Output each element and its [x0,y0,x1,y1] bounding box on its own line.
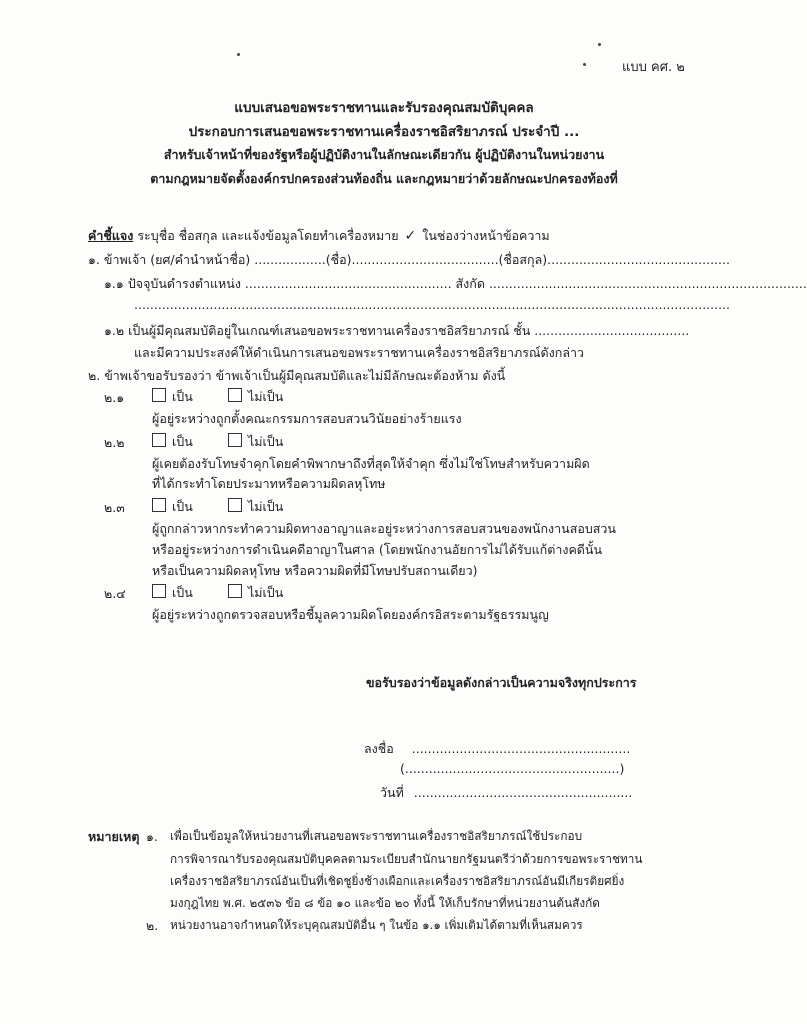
remarks-label: หมายเหตุ [88,829,140,844]
affiliation-label: สังกัด [455,276,485,291]
no-option[interactable] [228,387,283,407]
remark-1-line: มงกุฎไทย พ.ศ. ๒๕๓๖ ข้อ ๘ ข้อ ๑๐ และข้อ ๒๐ ทั้งนี้ ให้เก็บรักษาที่หน่วยงานต้นสังกัด [170,896,600,910]
instruction-text-after: ในช่องว่างหน้าข้อความ [422,228,550,243]
last-name-label: (ชื่อสกุล) [498,252,548,267]
item-1-prefix: ข้าพเจ้า (ยศ/คำนำหน้าชื่อ) [103,252,251,267]
no-option[interactable] [228,432,283,452]
yes-checkbox[interactable] [152,498,166,512]
remark-2-number: ๒. [146,918,159,933]
affiliation-field[interactable]: ................................................................................ [488,276,807,291]
instruction-text-before: ระบุชื่อ ชื่อสกุล และแจ้งข้อมูลโดยทำเครื่องหมาย [137,228,399,243]
signature-label: ลงชื่อ [364,741,394,756]
remark-1-number: ๑. [146,829,158,844]
item-2-text: ข้าพเจ้าขอรับรองว่า ข้าพเจ้าเป็นผู้มีคุณสมบัติและไม่มีลักษณะต้องห้าม ดังนี้ [104,368,506,383]
no-checkbox[interactable] [228,433,242,447]
subitem-number: ๒.๔ [104,586,126,601]
no-option[interactable] [228,497,283,517]
certification-statement: ขอรับรองว่าข้อมูลดังกล่าวเป็นความจริงทุกประการ [366,675,637,690]
no-label: ไม่เป็น [248,585,284,600]
instruction-label: คำชี้แจง [88,228,134,243]
remark-1-line: เพื่อเป็นข้อมูลให้หน่วยงานที่เสนอขอพระราชทานเครื่องราชอิสริยาภรณ์ใช้ประกอบ [170,829,583,843]
subitem-text: ผู้เคยต้องรับโทษจำคุกโดยคำพิพากษาถึงที่สุดให้จำคุก ซึ่งไม่ใช่โทษสำหรับความผิด [152,456,590,471]
scan-mark [583,63,586,66]
item-1-number: ๑. [88,252,100,267]
yes-checkbox[interactable] [152,433,166,447]
subitem-text: ที่ได้กระทำโดยประมาทหรือความผิดลหุโทษ [152,476,386,491]
title-line-2: ประกอบการเสนอขอพระราชทานเครื่องราชอิสริยาภรณ์ ประจำปี ... [188,124,580,140]
position-field[interactable]: .................................................... [244,276,452,291]
item-2-number: ๒. [88,368,101,383]
remark-2-text: หน่วยงานอาจกำหนดให้ระบุคุณสมบัติอื่น ๆ ในข้อ ๑.๑ เพิ่มเติมได้ตามที่เห็นสมควร [170,918,583,932]
yes-checkbox[interactable] [152,584,166,598]
yes-option[interactable] [152,583,193,603]
signature-line [364,739,630,759]
subitem-text: หรืออยู่ระหว่างการดำเนินคดีอาญาในศาล (โดยพนักงานอัยการไม่ได้รับแก้ต่างคดีนั้น [152,542,603,557]
item-1-2 [104,321,689,341]
yes-label: เป็น [172,389,193,404]
yes-label: เป็น [172,585,193,600]
position-label: ปัจจุบันดำรงตำแหน่ง [127,276,241,291]
remark-1-line: การพิจารณารับรองคุณสมบัติบุคคลตามระเบียบสำนักนายกรัฐมนตรีว่าด้วยการขอพระราชทาน [170,852,643,866]
subitem-text: ผู้อยู่ระหว่างถูกตรวจสอบหรือชี้มูลความผิดโดยองค์กรอิสระตามรัฐธรรมนูญ [152,607,549,622]
yes-option[interactable] [152,497,193,517]
item-1-2-line-2: และมีความประสงค์ให้ดำเนินการเสนอขอพระราชทานเครื่องราชอิสริยาภรณ์ดังกล่าว [134,345,585,360]
title-line-3: สำหรับเจ้าหน้าที่ของรัฐหรือผู้ปฏิบัติงานในลักษณะเดียวกัน ผู้ปฏิบัติงานในหน่วยงาน [163,147,605,162]
printed-name-field[interactable]: (......................................................) [400,761,625,776]
first-name-field[interactable]: ..................................... [351,252,499,267]
no-label: ไม่เป็น [248,434,284,449]
title-line-4: ตามกฎหมายจัดตั้งองค์กรปกครองส่วนท้องถิ่น และกฎหมายว่าด้วยลักษณะปกครองท้องที่ [150,171,618,186]
first-name-label: (ชื่อ) [325,252,352,267]
yes-label: เป็น [172,499,193,514]
no-label: ไม่เป็น [248,499,284,514]
subitem-number: ๒.๓ [104,500,125,515]
checkmark-icon: ✓ [404,228,417,244]
last-name-field[interactable]: .............................................. [547,252,730,267]
item-2 [88,366,505,386]
yes-option[interactable] [152,432,193,452]
yes-checkbox[interactable] [152,388,166,402]
item-1-1-number: ๑.๑ [104,276,124,291]
item-1-2-line-1: เป็นผู้มีคุณสมบัติอยู่ในเกณฑ์เสนอขอพระราชทานเครื่องราชอิสริยาภรณ์ ชั้น [128,323,531,338]
title-line-1: แบบเสนอขอพระราชทานและรับรองคุณสมบัติบุคคล [234,100,534,116]
no-checkbox[interactable] [228,388,242,402]
date-field[interactable]: ....................................................... [413,785,633,800]
date-label: วันที่ [380,785,404,800]
subitem-number: ๒.๑ [104,390,125,405]
item-1-1 [104,274,807,294]
no-checkbox[interactable] [228,498,242,512]
title-field[interactable]: .................. [254,252,326,267]
subitem-number: ๒.๒ [104,435,125,450]
subitem-text: หรือเป็นความผิดลหุโทษ หรือความผิดที่มีโทษปรับสถานเดียว) [152,563,478,578]
decoration-class-field[interactable]: ....................................... [534,323,690,338]
scan-mark [237,53,240,56]
instruction [88,226,550,246]
date-line [380,783,632,803]
item-1-2-number: ๑.๒ [104,323,125,338]
subitem-text: ผู้อยู่ระหว่างถูกตั้งคณะกรรมการสอบสวนวินัยอย่างร้ายแรง [152,411,462,426]
signature-field[interactable]: ....................................................... [411,741,631,756]
item-1 [88,250,730,270]
no-option[interactable] [228,583,283,603]
subitem-text: ผู้ถูกกล่าวหากระทำความผิดทางอาญาและอยู่ระหว่างการสอบสวนของพนักงานสอบสวน [152,521,616,536]
no-label: ไม่เป็น [248,389,284,404]
scan-mark [598,43,601,46]
yes-option[interactable] [152,387,193,407]
yes-label: เป็น [172,434,193,449]
form-code: แบบ คศ. ๒ [622,60,685,75]
no-checkbox[interactable] [228,584,242,598]
affiliation-field-line-2[interactable]: ...................................................................................................................................................... [134,297,731,312]
remark-1-line: เครื่องราชอิสริยาภรณ์อันเป็นที่เชิดชูยิ่งช้างเผือกและเครื่องราชอิสริยาภรณ์อันมีเกียรติยศยิ่ง [170,874,625,888]
